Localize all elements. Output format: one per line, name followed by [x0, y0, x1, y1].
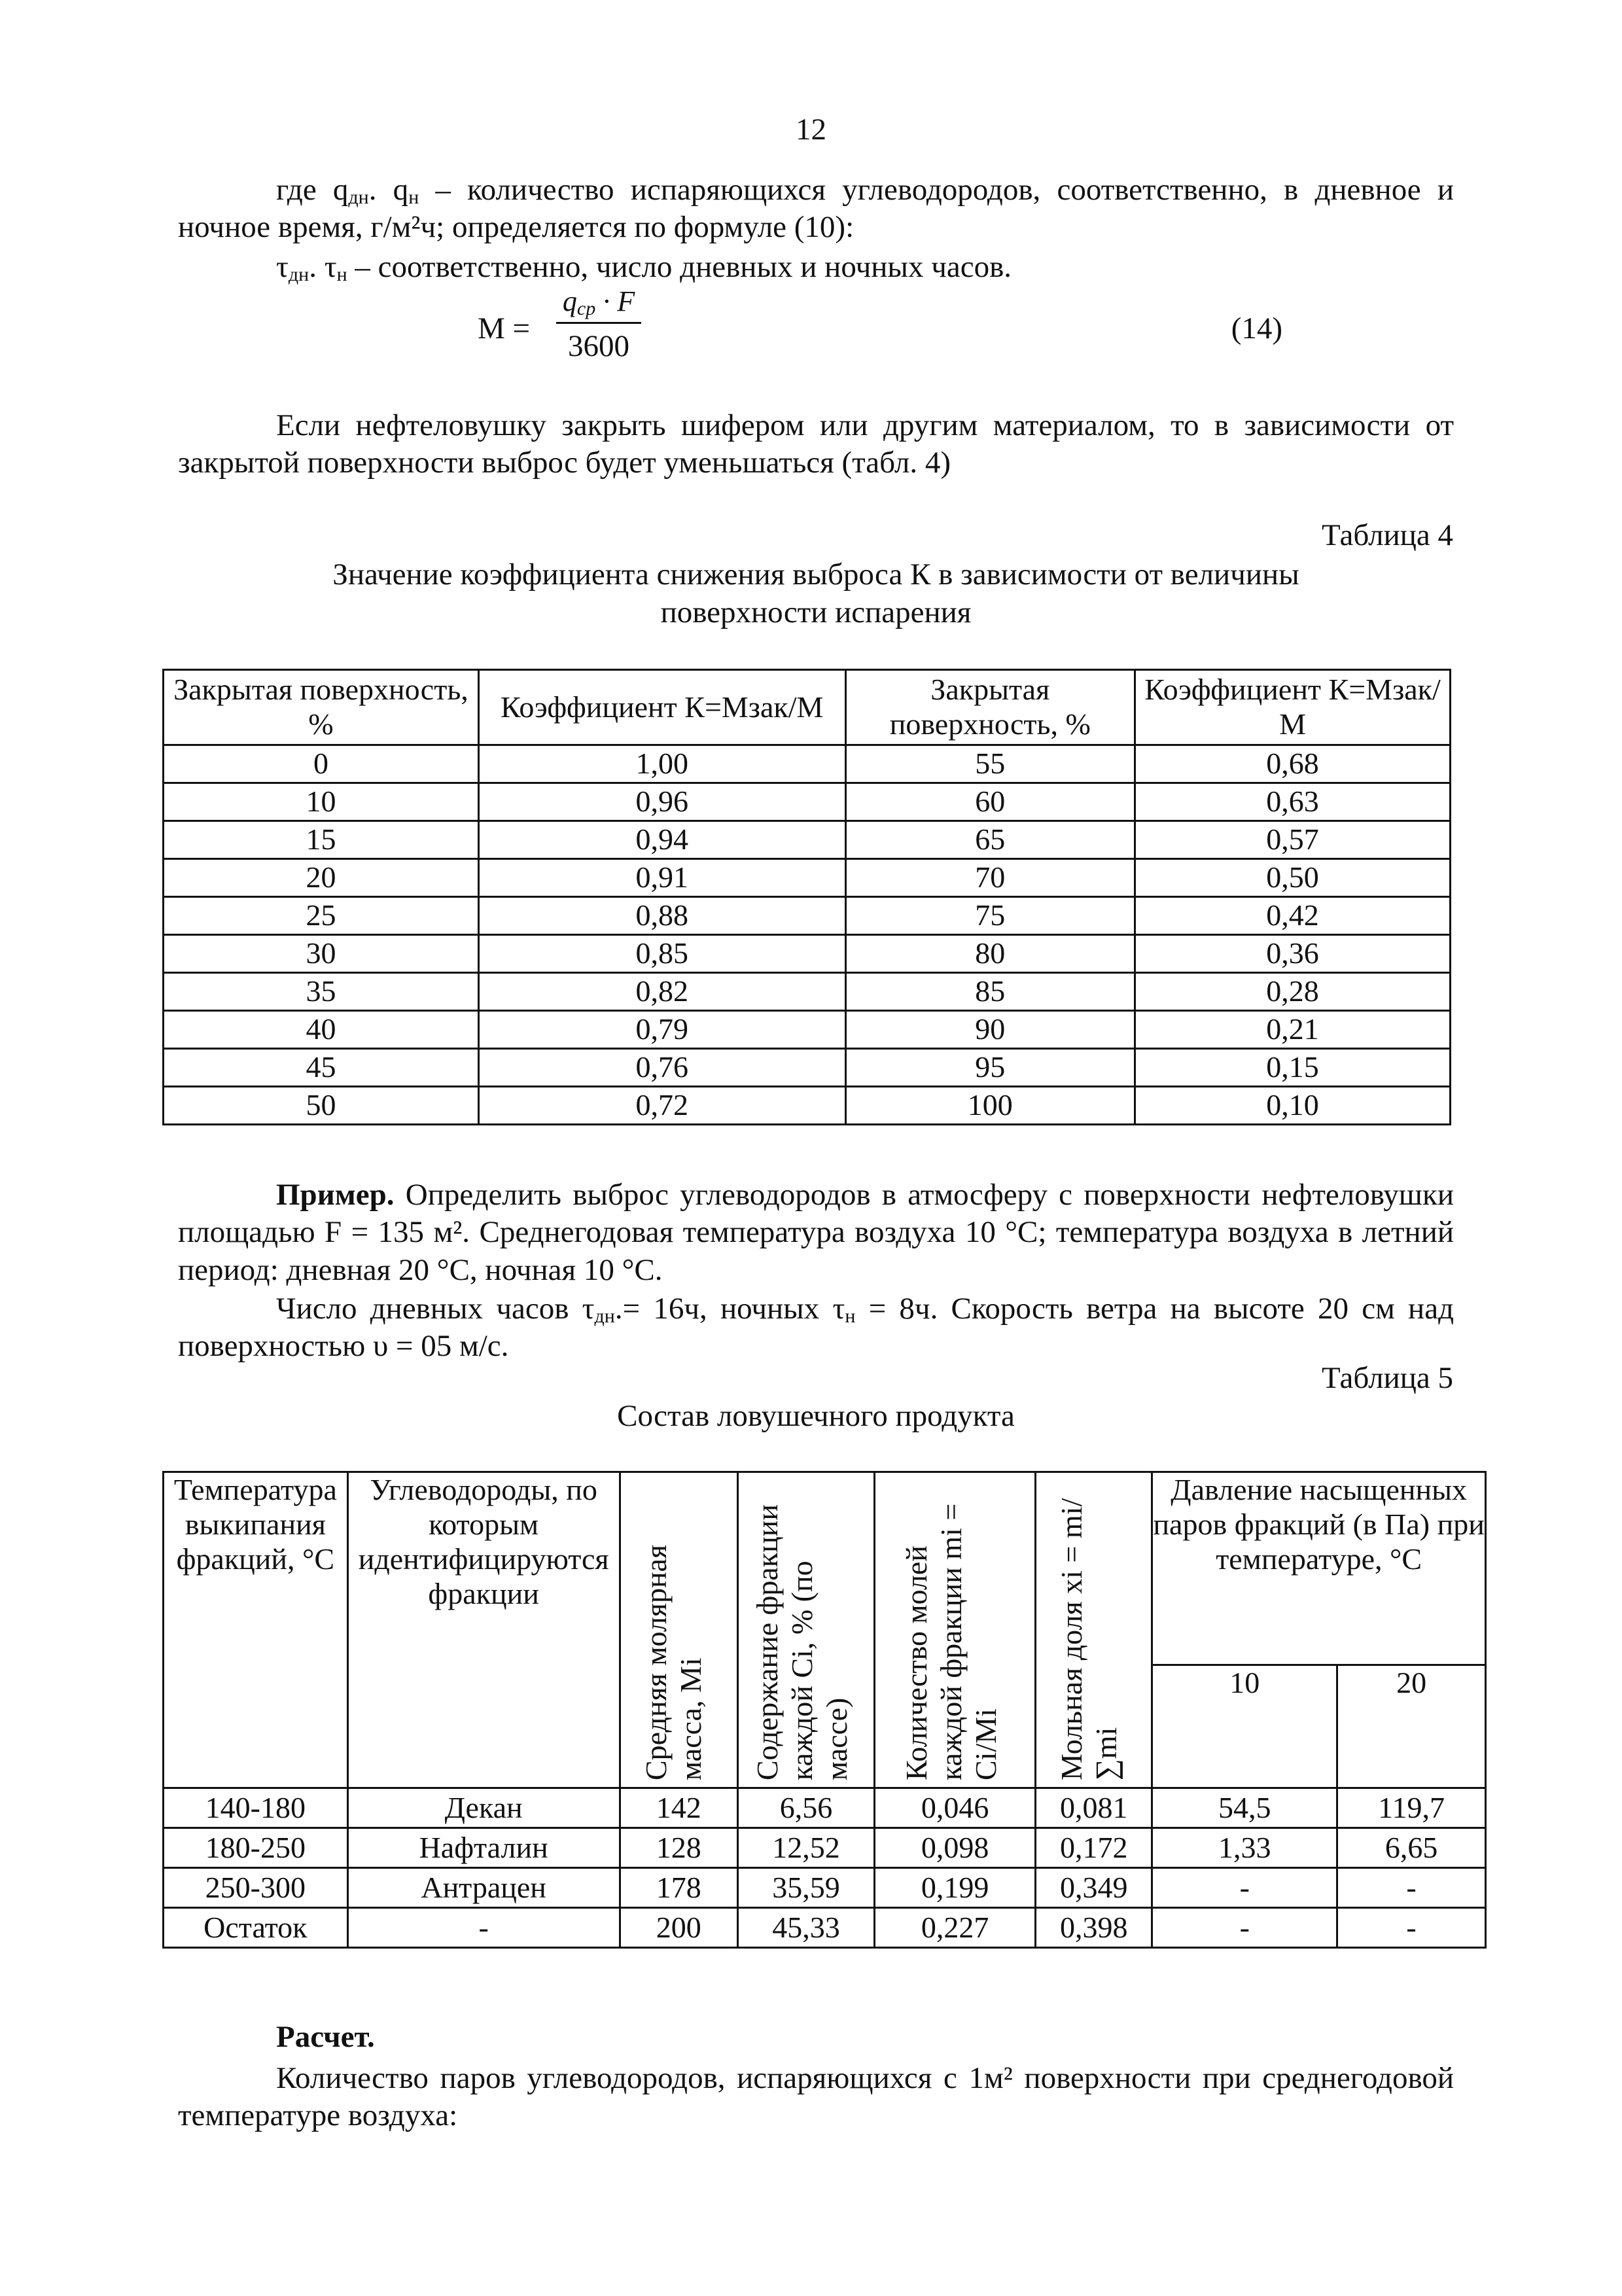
table5-cell: Нафталин — [347, 1828, 620, 1868]
table4-cell: 25 — [164, 897, 479, 935]
table4-cell: 0,42 — [1135, 897, 1451, 935]
formula-number: (14) — [1231, 311, 1282, 345]
table5-row — [164, 1868, 1486, 1908]
table4-cell: 85 — [845, 973, 1135, 1011]
table4-cell: 0,15 — [1135, 1049, 1451, 1087]
intro-sub: н — [408, 186, 419, 208]
table5-cell: Антрацен — [347, 1868, 620, 1908]
table4-row — [164, 935, 1451, 973]
intro-definition-tau — [178, 249, 1454, 286]
table5-cell: 12,52 — [738, 1828, 875, 1868]
table5-cell: 119,7 — [1337, 1788, 1486, 1828]
table4-cell: 0,21 — [1135, 1011, 1451, 1049]
table4-cell: 75 — [845, 897, 1135, 935]
intro-sub: н — [336, 264, 347, 285]
table5-header-temp-20: 20 — [1337, 1665, 1486, 1788]
formula-14 — [478, 283, 1282, 374]
table4-cell: 0,94 — [478, 821, 845, 859]
table4-cell: 60 — [845, 783, 1135, 821]
table4-cell: 70 — [845, 859, 1135, 897]
formula-fraction — [556, 283, 641, 365]
table4-cell: 50 — [164, 1087, 479, 1125]
table4-cell: 55 — [845, 745, 1135, 783]
table5-cell: 0,398 — [1036, 1908, 1152, 1948]
table4-cell: 95 — [845, 1049, 1135, 1087]
table5-body — [164, 1788, 1486, 1948]
table5-row — [164, 1828, 1486, 1868]
table4-cell: 90 — [845, 1011, 1135, 1049]
table5-header-content — [738, 1472, 875, 1788]
table5-cell: 200 — [620, 1908, 737, 1948]
example-text: = 8ч. Скорость ветра на высоте 20 см над поверхностью υ = 05 м/с. — [178, 1292, 1454, 1364]
intro-text: . τ — [309, 250, 337, 284]
table4 — [162, 669, 1451, 1125]
table4-cell: 10 — [164, 783, 479, 821]
table4-cell: 45 — [164, 1049, 479, 1087]
example-paragraph — [178, 1176, 1454, 1289]
table4-cell: 0,76 — [478, 1049, 845, 1087]
table4-cell: 0,96 — [478, 783, 845, 821]
formula-numerator-rest: · F — [595, 285, 635, 317]
table4-cell: 0,10 — [1135, 1087, 1451, 1125]
table4-cell: 30 — [164, 935, 479, 973]
table5-header-text: Средняя молярная масса, Mi — [639, 1544, 708, 1780]
table4-row — [164, 973, 1451, 1011]
table4-cell: 0,82 — [478, 973, 845, 1011]
table4-title-line2: поверхности испарения — [660, 595, 972, 629]
table5-cell: - — [347, 1908, 620, 1948]
table4-cell: 0,91 — [478, 859, 845, 897]
table4-cell: 0,88 — [478, 897, 845, 935]
table4-cell: 0,79 — [478, 1011, 845, 1049]
table4-cell: 0,63 — [1135, 783, 1451, 821]
table5-cell: - — [1152, 1908, 1337, 1948]
table5-cell: 45,33 — [738, 1908, 875, 1948]
table5-cell: 142 — [620, 1788, 737, 1828]
table4-cell: 65 — [845, 821, 1135, 859]
table4-cell: 0,57 — [1135, 821, 1451, 859]
formula-numerator: q — [562, 285, 577, 317]
table5-header-text: Количество молей каждой фракции mi = Ci/Mi — [899, 1503, 1002, 1780]
intro-text: τ — [276, 250, 289, 284]
table5-header-pressure: Давление насыщенных паров фракций (в Па) при температуре, °С — [1152, 1472, 1486, 1665]
table5-header-mole-fraction — [1036, 1472, 1152, 1788]
table5-cell: Остаток — [164, 1908, 348, 1948]
table4-cell: 0 — [164, 745, 479, 783]
table5 — [162, 1471, 1487, 1949]
table5-cell: 1,33 — [1152, 1828, 1337, 1868]
example-sub: н — [845, 1305, 856, 1327]
table5-header-moles — [875, 1472, 1036, 1788]
table4-cell: 0,36 — [1135, 935, 1451, 973]
paragraph-cover: Если нефтеловушку закрыть шифером или другим материалом, то в зависимости от закрытой поверхности выброс будет уменьшаться (табл. 4) — [178, 408, 1454, 480]
table5-cell: 180-250 — [164, 1828, 348, 1868]
table5-header-molar-mass — [620, 1472, 737, 1788]
table4-body — [164, 745, 1451, 1125]
table5-header-text: Мольная доля xi = mi/∑mi — [1054, 1498, 1123, 1780]
table5-cell: 35,59 — [738, 1868, 875, 1908]
table4-row — [164, 821, 1451, 859]
table5-label: Таблица 5 — [1321, 1361, 1453, 1395]
table4-row — [164, 745, 1451, 783]
table4-cell: 0,28 — [1135, 973, 1451, 1011]
table4-label: Таблица 4 — [1321, 518, 1453, 552]
table5-header-hydrocarbons: Углеводороды, по которым идентифицируются фракции — [347, 1472, 620, 1788]
table4-header: Закрытая поверхность, % — [845, 670, 1135, 745]
table4-row — [164, 897, 1451, 935]
intro-sub: дн — [348, 186, 369, 208]
table5-title: Состав ловушечного продукта — [617, 1399, 1015, 1433]
table4-header: Закрытая поверхность, % — [164, 670, 479, 745]
table5-cell: 128 — [620, 1828, 737, 1868]
table5-cell: 0,046 — [875, 1788, 1036, 1828]
example-text: .= 16ч, ночных τ — [614, 1292, 845, 1326]
table5-cell: Декан — [347, 1788, 620, 1828]
table5-header-text: Содержание фракции каждой Ci, % (по массе) — [750, 1504, 853, 1780]
table4-cell: 35 — [164, 973, 479, 1011]
table5-cell: 0,098 — [875, 1828, 1036, 1868]
fraction-bar — [556, 322, 641, 324]
intro-definition-q — [178, 171, 1454, 247]
intro-text: – соответственно, число дневных и ночных часов. — [347, 250, 1012, 284]
example-heading: Пример. — [276, 1178, 395, 1212]
table4-row — [164, 1011, 1451, 1049]
table5-header-temp-10: 10 — [1152, 1665, 1337, 1788]
table5-cell: 0,172 — [1036, 1828, 1152, 1868]
table5-cell: 6,56 — [738, 1788, 875, 1828]
intro-text: где q — [276, 173, 349, 207]
table4-header: Коэффициент К=Мзак/М — [1135, 670, 1451, 745]
table5-cell: 0,349 — [1036, 1868, 1152, 1908]
example-sub: дн — [594, 1305, 615, 1327]
table4-cell: 40 — [164, 1011, 479, 1049]
table5-header-temperature: Температура выкипания фракций, °С — [164, 1472, 348, 1788]
example-hours-paragraph — [178, 1290, 1454, 1366]
table5-cell: 250-300 — [164, 1868, 348, 1908]
intro-text: . q — [368, 173, 409, 207]
calc-heading — [178, 2019, 1454, 2056]
table4-cell: 20 — [164, 859, 479, 897]
table5-cell: 6,65 — [1337, 1828, 1486, 1868]
calc-paragraph: Количество паров углеводородов, испаряющихся с 1м² поверхности при среднегодовой температуре воздуха: — [178, 2061, 1454, 2133]
table4-cell: 1,00 — [478, 745, 845, 783]
table4-header: Коэффициент К=Мзак/М — [478, 670, 845, 745]
table5-cell: 0,199 — [875, 1868, 1036, 1908]
table5-cell: 178 — [620, 1868, 737, 1908]
formula-lhs: M = — [478, 311, 531, 345]
table5-row — [164, 1908, 1486, 1948]
example-text: Определить выброс углеводородов в атмосферу с поверхности нефтеловушки площадью F = 135 м². Среднегодовая температура воздуха 10 °С; температура воздуха в летний период: дневная 20 °С, ночная 10 °С. — [178, 1178, 1454, 1287]
table4-row — [164, 783, 1451, 821]
table5-cell: 54,5 — [1152, 1788, 1337, 1828]
example-text: Число дневных часов τ — [276, 1292, 595, 1326]
table4-title-line1: Значение коэффициента снижения выброса К в зависимости от величины — [332, 557, 1299, 592]
table4-cell: 0,72 — [478, 1087, 845, 1125]
table5-cell: 140-180 — [164, 1788, 348, 1828]
intro-text: – количество испаряющихся углеводородов, соответственно, в дневное и ночное время, г/м²ч; определяется по формуле (10): — [178, 173, 1454, 245]
formula-numerator-sub: ср — [576, 298, 596, 319]
calc-heading-text: Расчет. — [276, 2020, 375, 2054]
table4-cell: 15 — [164, 821, 479, 859]
page-number: 12 — [796, 113, 826, 147]
table5-cell: - — [1337, 1868, 1486, 1908]
table5-row — [164, 1788, 1486, 1828]
table5-cell: 0,081 — [1036, 1788, 1152, 1828]
table4-cell: 80 — [845, 935, 1135, 973]
table5-cell: - — [1337, 1908, 1486, 1948]
table4-cell: 0,85 — [478, 935, 845, 973]
table5-cell: 0,227 — [875, 1908, 1036, 1948]
table4-cell: 100 — [845, 1087, 1135, 1125]
table4-cell: 0,68 — [1135, 745, 1451, 783]
table4-row — [164, 1049, 1451, 1087]
table4-row — [164, 859, 1451, 897]
formula-denominator: 3600 — [568, 329, 629, 363]
table4-row — [164, 1087, 1451, 1125]
table4-cell: 0,50 — [1135, 859, 1451, 897]
table5-cell: - — [1152, 1868, 1337, 1908]
intro-sub: дн — [288, 264, 309, 285]
